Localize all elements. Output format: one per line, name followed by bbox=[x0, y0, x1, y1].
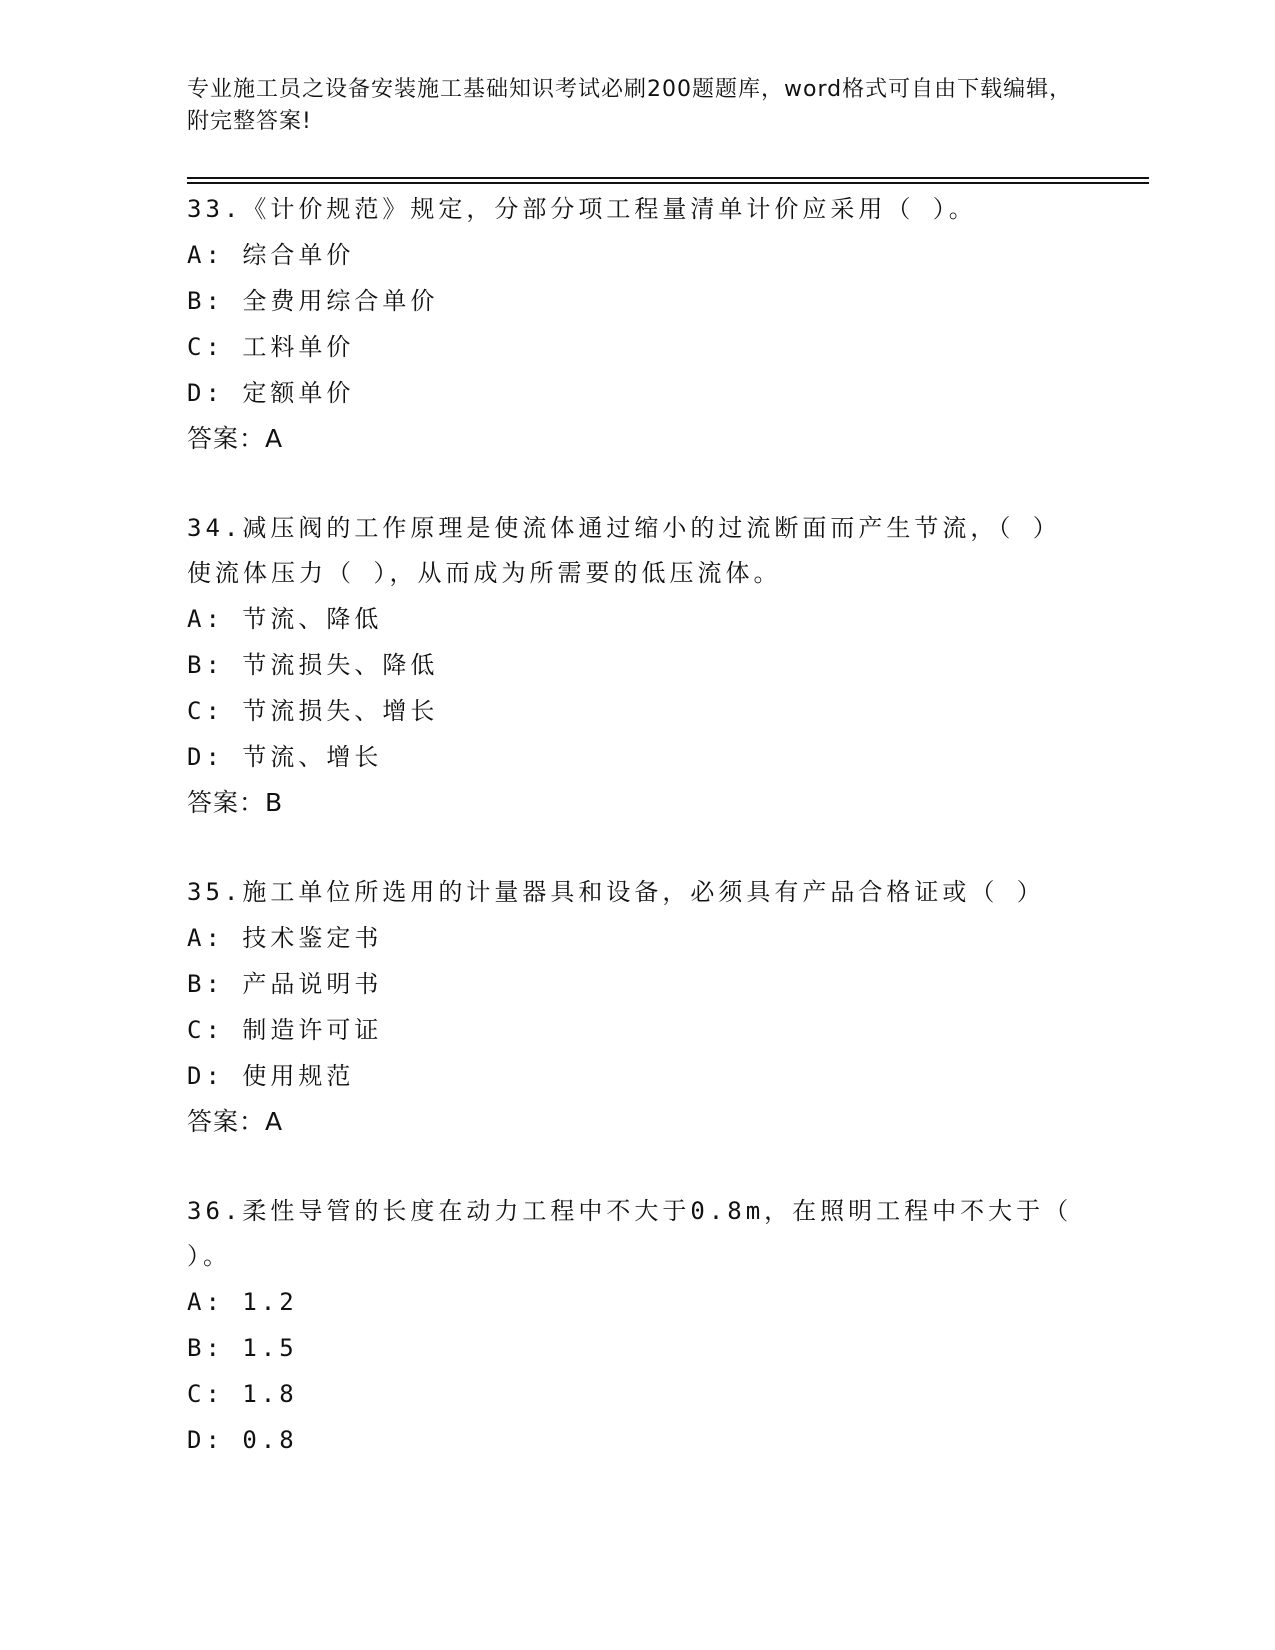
option-a: A: 1.2 bbox=[187, 1288, 298, 1316]
question-text: 34.减压阀的工作原理是使流体通过缩小的过流断面而产生节流，（ ）使流体压力（ ），从而成为所需要的低压流体。 bbox=[187, 514, 1061, 587]
question-33 bbox=[187, 187, 1087, 462]
question-text: 33.《计价规范》规定，分部分项工程量清单计价应采用（ ）。 bbox=[187, 195, 977, 223]
option-d: D: 使用规范 bbox=[187, 1062, 355, 1090]
option-c: C: 节流损失、增长 bbox=[187, 697, 439, 725]
answer: 答案：A bbox=[187, 1107, 284, 1136]
option-c: C: 制造许可证 bbox=[187, 1016, 383, 1044]
option-b: B: 1.5 bbox=[187, 1334, 298, 1362]
question-34 bbox=[187, 506, 1087, 826]
option-c: C: 工料单价 bbox=[187, 333, 355, 361]
option-a: A: 节流、降低 bbox=[187, 605, 383, 633]
spacer bbox=[187, 1145, 1087, 1189]
option-a: A: 技术鉴定书 bbox=[187, 924, 383, 952]
option-a: A: 综合单价 bbox=[187, 241, 355, 269]
option-d: D: 0.8 bbox=[187, 1426, 298, 1454]
spacer bbox=[187, 826, 1087, 870]
spacer bbox=[187, 462, 1087, 506]
question-text: 36.柔性导管的长度在动力工程中不大于0.8m，在照明工程中不大于（ ）。 bbox=[187, 1197, 1073, 1270]
option-b: B: 全费用综合单价 bbox=[187, 287, 439, 315]
answer: 答案：A bbox=[187, 424, 284, 453]
question-text: 35.施工单位所选用的计量器具和设备，必须具有产品合格证或（ ） bbox=[187, 878, 1045, 906]
option-b: B: 产品说明书 bbox=[187, 970, 383, 998]
header-rule-bottom bbox=[187, 182, 1149, 184]
header-rule-top bbox=[187, 177, 1149, 179]
question-36 bbox=[187, 1189, 1087, 1463]
option-d: D: 定额单价 bbox=[187, 379, 355, 407]
option-c: C: 1.8 bbox=[187, 1380, 298, 1408]
option-d: D: 节流、增长 bbox=[187, 743, 383, 771]
question-list bbox=[187, 187, 1087, 1463]
question-35 bbox=[187, 870, 1087, 1145]
option-b: B: 节流损失、降低 bbox=[187, 651, 439, 679]
document-header: 专业施工员之设备安装施工基础知识考试必刷200题题库，word格式可自由下载编辑，附完整答案! bbox=[187, 77, 1073, 134]
answer: 答案：B bbox=[187, 788, 284, 817]
